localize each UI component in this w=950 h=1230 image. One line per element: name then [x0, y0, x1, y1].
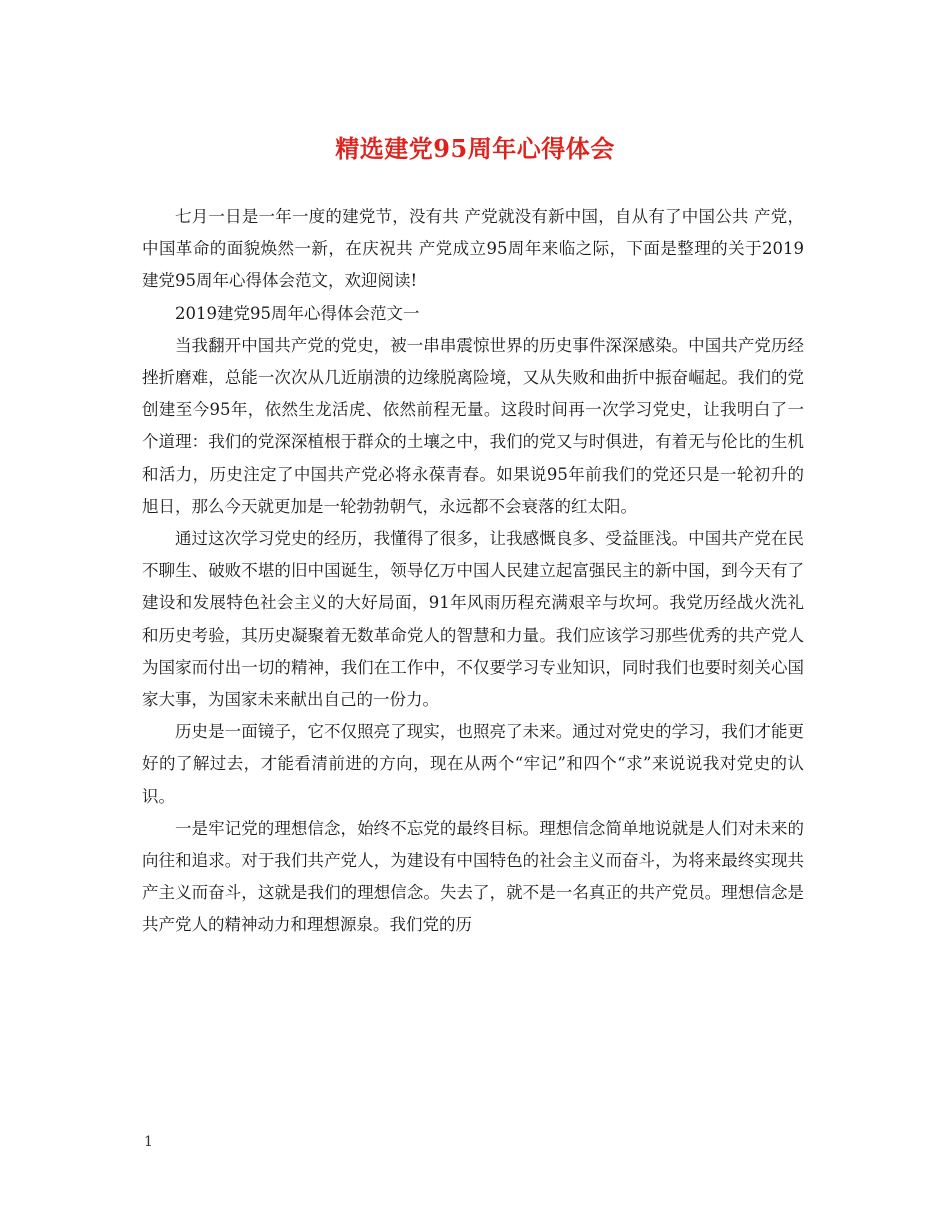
body-paragraph: 一是牢记党的理想信念，始终不忘党的最终目标。理想信念简单地说就是人们对未来的向往和追求。对于我们共产党人，为建设有中国特色的社会主义而奋斗，为将来最终实现共产主义而奋斗，这就是我们的理想信念。失去了，就不是一名真正的共产党员。理想信念是共产党人的精神动力和理想源泉。我们党的历	[142, 818, 804, 935]
section-heading: 2019建党95周年心得体会范文一	[175, 303, 420, 323]
intro-paragraph: 七月一日是一年一度的建党节，没有共 产党就没有新中国，自从有了中国公共 产党，中国革命的面貌焕然一新，在庆祝共 产党成立95周年来临之际，下面是整理的关于2019建党95周年心得体会范文，欢迎阅读!	[142, 207, 804, 291]
document-title: 精选建党95周年心得体会	[335, 134, 615, 163]
body-paragraph: 通过这次学习党史的经历，我懂得了很多，让我感慨良多、受益匪浅。中国共产党在民不聊生、破败不堪的旧中国诞生，领导亿万中国人民建立起富强民主的新中国，到今天有了建设和发展特色社会主义的大好局面，91年风雨历程充满艰辛与坎坷。我党历经战火洗礼和历史考验，其历史凝聚着无数革命党人的智慧和力量。我们应该学习那些优秀的共产党人为国家而付出一切的精神，我们在工作中，不仅要学习专业知识，同时我们也要时刻关心国家大事，为国家未来献出自己的一份力。	[142, 529, 804, 710]
page-number: 1	[144, 1134, 153, 1150]
body-paragraph: 历史是一面镜子，它不仅照亮了现实，也照亮了未来。通过对党史的学习，我们才能更好的了解过去，才能看清前进的方向，现在从两个“牢记”和四个“求”来说说我对党史的认识。	[142, 722, 804, 806]
document-body	[142, 201, 804, 942]
body-paragraph: 当我翻开中国共产党的党史，被一串串震惊世界的历史事件深深感染。中国共产党历经挫折磨难，总能一次次从几近崩溃的边缘脱离险境，又从失败和曲折中振奋崛起。我们的党创建至今95年，依然生龙活虎、依然前程无量。这段时间再一次学习党史，让我明白了一个道理：我们的党深深植根于群众的土壤之中，我们的党又与时俱进，有着无与伦比的生机和活力，历史注定了中国共产党必将永葆青春。如果说95年前我们的党还只是一轮初升的旭日，那么今天就更加是一轮勃勃朝气，永远都不会衰落的红太阳。	[142, 335, 804, 516]
